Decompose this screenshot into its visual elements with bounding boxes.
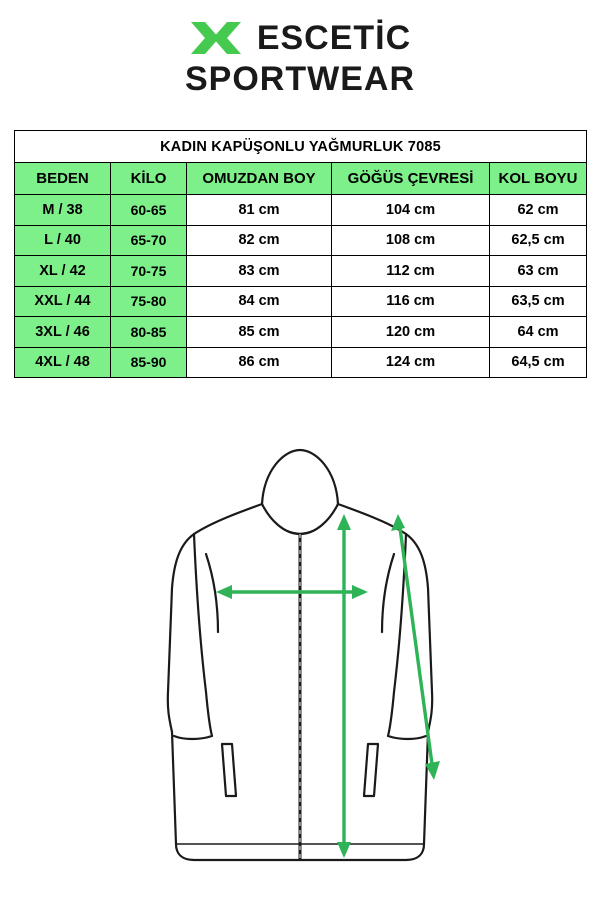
table-title-row [15, 131, 587, 163]
cell-beden: XL / 42 [15, 256, 111, 287]
cell-beden: L / 40 [15, 225, 111, 256]
table-header-row [15, 163, 587, 195]
size-table [14, 130, 587, 378]
logo-row [0, 18, 600, 58]
cell-beden: 3XL / 46 [15, 317, 111, 348]
cell-gogus-cevresi: 112 cm [332, 256, 490, 287]
column-header-gogus-cevresi: GÖĞÜS ÇEVRESİ [332, 163, 490, 195]
cell-omuzdan-boy: 82 cm [187, 225, 332, 256]
column-header-beden: BEDEN [15, 163, 111, 195]
escetic-logo-mark-icon [189, 18, 243, 58]
cell-beden: 4XL / 48 [15, 347, 111, 378]
size-table-container [14, 130, 586, 378]
table-row [15, 225, 587, 256]
cell-kol-boyu: 63 cm [490, 256, 587, 287]
cell-kol-boyu: 64,5 cm [490, 347, 587, 378]
cell-gogus-cevresi: 124 cm [332, 347, 490, 378]
table-row [15, 195, 587, 226]
cell-gogus-cevresi: 108 cm [332, 225, 490, 256]
brand-name-line2: SPORTWEAR [185, 60, 415, 98]
cell-kilo: 85-90 [111, 347, 187, 378]
cell-kol-boyu: 64 cm [490, 317, 587, 348]
cell-kilo: 80-85 [111, 317, 187, 348]
cell-omuzdan-boy: 84 cm [187, 286, 332, 317]
cell-kilo: 70-75 [111, 256, 187, 287]
cell-kilo: 65-70 [111, 225, 187, 256]
table-row [15, 256, 587, 287]
table-row [15, 317, 587, 348]
column-header-omuzdan-boy: OMUZDAN BOY [187, 163, 332, 195]
table-row [15, 286, 587, 317]
cell-omuzdan-boy: 86 cm [187, 347, 332, 378]
cell-kol-boyu: 63,5 cm [490, 286, 587, 317]
brand-logo [0, 18, 600, 99]
cell-kilo: 75-80 [111, 286, 187, 317]
column-header-kilo: KİLO [111, 163, 187, 195]
table-title: KADIN KAPÜŞONLU YAĞMURLUK 7085 [15, 131, 587, 163]
cell-gogus-cevresi: 104 cm [332, 195, 490, 226]
cell-omuzdan-boy: 85 cm [187, 317, 332, 348]
cell-kol-boyu: 62 cm [490, 195, 587, 226]
cell-beden: M / 38 [15, 195, 111, 226]
column-header-kol-boyu: KOL BOYU [490, 163, 587, 195]
cell-gogus-cevresi: 120 cm [332, 317, 490, 348]
table-row [15, 347, 587, 378]
garment-illustration [0, 392, 600, 900]
cell-beden: XXL / 44 [15, 286, 111, 317]
cell-kol-boyu: 62,5 cm [490, 225, 587, 256]
cell-omuzdan-boy: 83 cm [187, 256, 332, 287]
cell-gogus-cevresi: 116 cm [332, 286, 490, 317]
cell-kilo: 60-65 [111, 195, 187, 226]
brand-name-line1: ESCETİC [256, 18, 412, 57]
cell-omuzdan-boy: 81 cm [187, 195, 332, 226]
